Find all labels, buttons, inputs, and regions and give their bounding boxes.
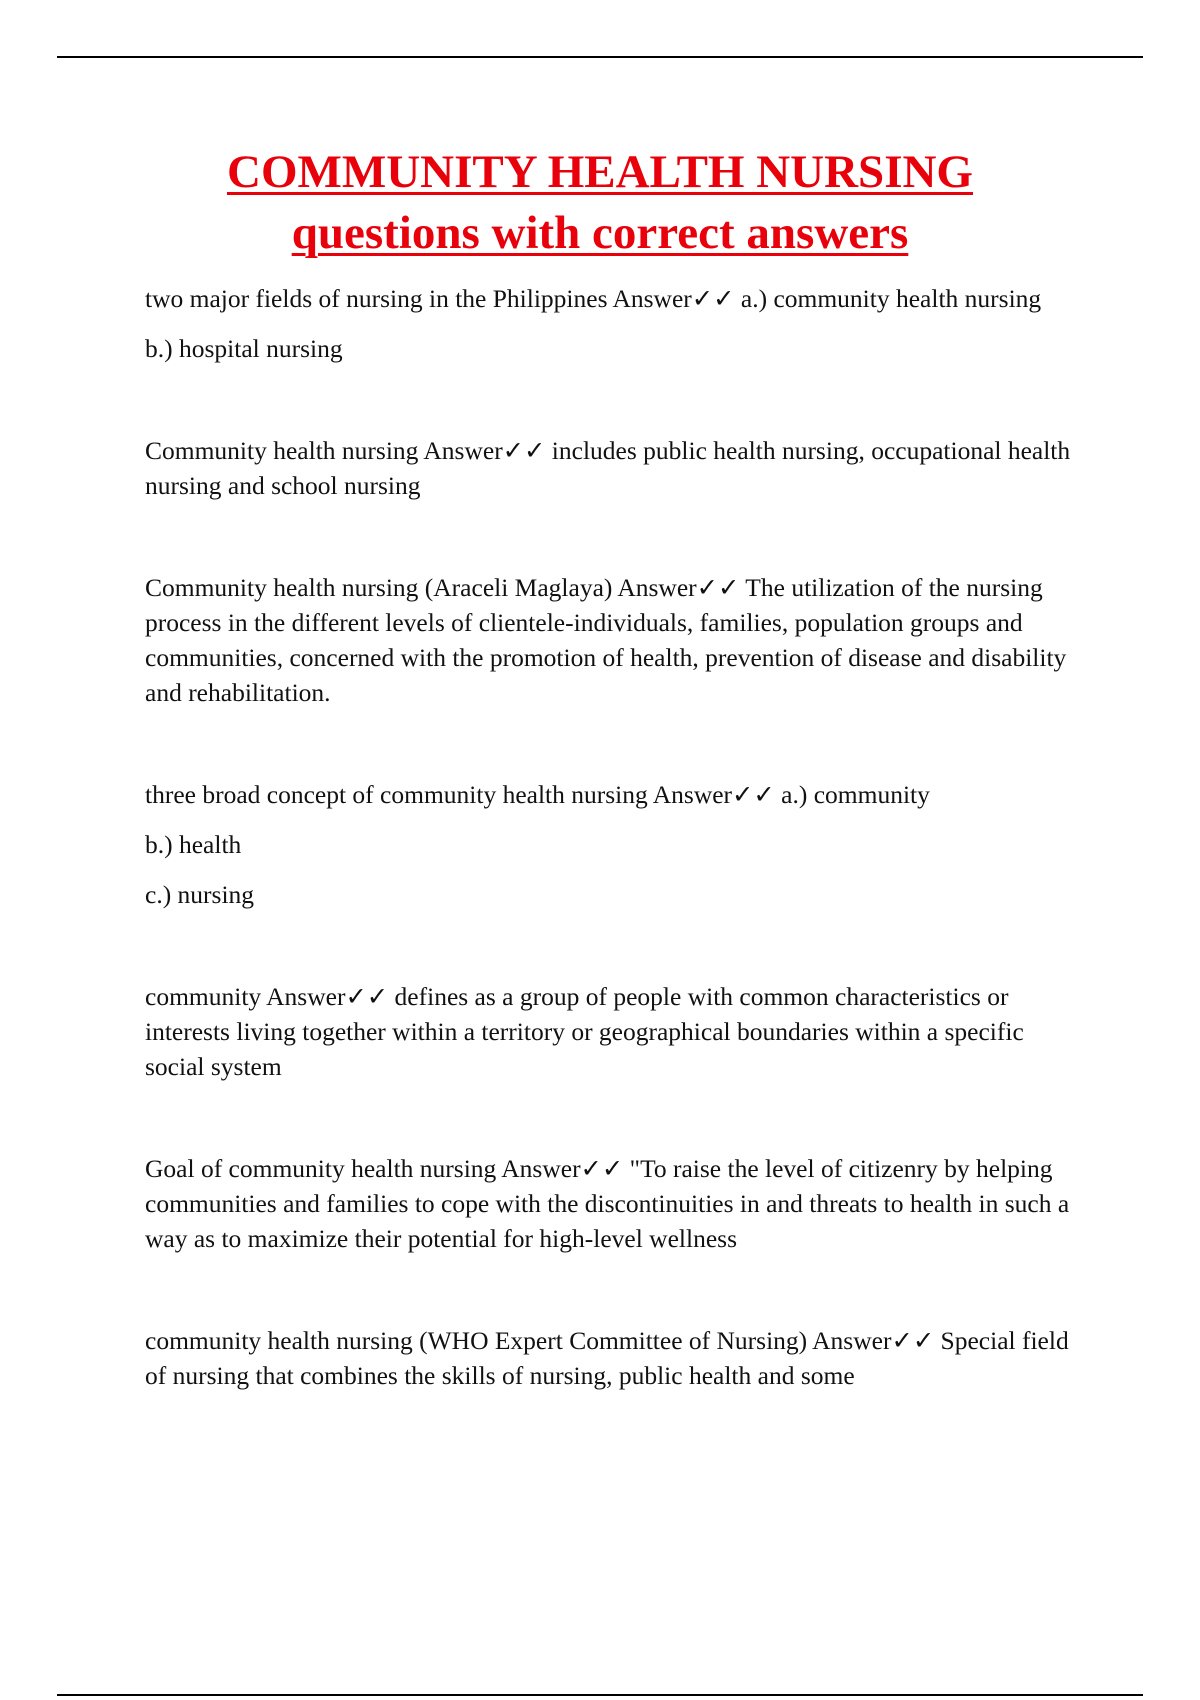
qa-entry-subanswer: b.) health — [145, 830, 242, 859]
document-body — [145, 281, 1085, 1393]
entry-spacer — [145, 710, 1085, 777]
entry-spacer — [145, 503, 1085, 570]
qa-entry-text: Community health nursing (Araceli Maglaya) Answer✓✓ The utilization of the nursing process in the different levels of clientele-individuals, families, population groups and communities, concerned with the promotion of health, prevention of disease and disability and rehabilitation. — [145, 573, 1067, 707]
qa-entry — [145, 1151, 1085, 1256]
entry-spacer — [145, 1256, 1085, 1323]
entry-spacer — [145, 1084, 1085, 1151]
qa-entry-text: Goal of community health nursing Answer✓✓ "To raise the level of citizenry by helping communities and families to cope with the discontinuities in and threats to health in such a way as to maximize their potential for high-level wellness — [145, 1154, 1070, 1253]
qa-entry-subanswer: b.) hospital nursing — [145, 334, 343, 363]
qa-entry-text: community health nursing (WHO Expert Committee of Nursing) Answer✓✓ Special field of nursing that combines the skills of nursing, public health and some — [145, 1326, 1069, 1390]
qa-entry-subanswer: c.) nursing — [145, 880, 255, 909]
qa-entry-text: community Answer✓✓ defines as a group of people with common characteristics or interests living together within a territory or geographical boundaries within a specific social system — [145, 982, 1024, 1081]
footer-rule — [57, 1694, 1143, 1696]
qa-entry — [145, 433, 1085, 503]
qa-entry-text: Community health nursing Answer✓✓ includes public health nursing, occupational health nursing and school nursing — [145, 436, 1071, 500]
document-title — [0, 142, 1200, 264]
qa-entry-text: three broad concept of community health nursing Answer✓✓ a.) community — [145, 780, 930, 809]
qa-entry — [145, 777, 1085, 912]
header-rule — [57, 56, 1143, 58]
qa-entry — [145, 281, 1085, 366]
qa-entry — [145, 570, 1085, 710]
entry-spacer — [145, 366, 1085, 433]
qa-entry — [145, 1323, 1085, 1393]
title-line-2: questions with correct answers — [291, 207, 909, 259]
title-line-1: COMMUNITY HEALTH NURSING — [227, 146, 973, 198]
entry-spacer — [145, 912, 1085, 979]
qa-entry — [145, 979, 1085, 1084]
qa-entry-text: two major fields of nursing in the Philippines Answer✓✓ a.) community health nursing — [145, 284, 1042, 313]
